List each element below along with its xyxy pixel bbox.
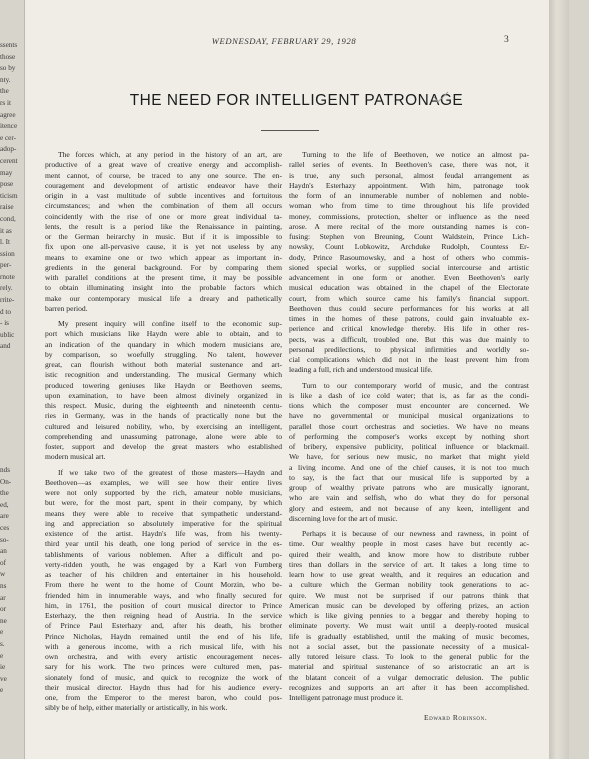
text-line: or the German heirarchy in music. But if it is impossible to bbox=[45, 232, 282, 241]
magazine-page bbox=[24, 0, 569, 759]
text-line: is like a dash of ice cold water; that is, as far as the condi- bbox=[289, 390, 529, 400]
text-line: a living income. And one of the chief causes, it is not too much bbox=[289, 462, 529, 472]
text-line: sary for his work. The two princes were cultured men, pas- bbox=[45, 662, 282, 672]
text-line: of bribery, expensive publicity, political influence or blackmail. bbox=[289, 442, 529, 451]
text-line: with parallel conditions at the present time, it may be possible bbox=[45, 273, 282, 282]
text-line: rallel series of events. In Beethoven's case, there was not, it bbox=[289, 160, 529, 170]
text-line: arose. A mere recital of the more outstanding names is con- bbox=[289, 221, 529, 231]
text-line: by comparison, so woefully struggling. No talent, however bbox=[45, 349, 282, 359]
text-line: comprehending and unassuming patronage, alone were able to bbox=[45, 431, 282, 441]
text-line: recognizes and supports an art after it has been accomplished. bbox=[289, 682, 529, 692]
text-line: learn how to use great wealth, and it requires an education and bbox=[289, 570, 529, 579]
bleed-fragment: may bbox=[0, 168, 13, 177]
text-line: tires than dollars in the service of art. It takes a long time to bbox=[289, 559, 529, 569]
text-line: group of wealthy private patrons who are musically ignorant, bbox=[289, 483, 529, 492]
bleed-fragment: ssion bbox=[0, 249, 15, 258]
text-line: woman who from time to time throughout his life provided bbox=[289, 201, 529, 211]
page-number: 3 bbox=[504, 35, 509, 45]
text-line: The forces which, at any period in the history of an art, are bbox=[58, 150, 282, 159]
pencil-check-mark-icon bbox=[432, 90, 450, 106]
text-line: means they were able to receive that sympathetic understand- bbox=[45, 508, 282, 518]
text-line: to obtain illuminating insight into the probable factors which bbox=[45, 283, 282, 293]
bleed-fragment: and bbox=[0, 342, 11, 351]
bleed-fragment: rely. bbox=[0, 284, 13, 293]
bleed-fragment: ces bbox=[0, 523, 10, 532]
text-line: personal predilections, to physical infirmities and worldly so- bbox=[289, 344, 529, 354]
text-line: barren period. bbox=[45, 303, 88, 313]
bleed-fragment: ticism bbox=[0, 191, 18, 200]
text-line: circumstances; and when the combination of them all occurs bbox=[45, 201, 282, 211]
bleed-fragment: ed, bbox=[0, 500, 9, 509]
text-line: parallel those court orchestras and societies. We have no means bbox=[289, 421, 529, 431]
bleed-fragment: e cer- bbox=[0, 133, 17, 142]
bleed-fragment: e bbox=[0, 628, 4, 637]
bleed-fragment: cond, bbox=[0, 214, 16, 223]
text-line: time. Our wealthy people in most cases have but recently ac- bbox=[289, 539, 529, 549]
running-header bbox=[24, 36, 569, 52]
article-column-left bbox=[45, 150, 282, 714]
text-line: produced towering geniuses like Haydn or Beethoven seems, bbox=[45, 380, 282, 390]
text-line: sioned special works, or supplied social intercourse and artistic bbox=[289, 262, 529, 272]
text-line: court, from which source came his family's financial support. bbox=[289, 293, 529, 303]
bleed-fragment: cerent bbox=[0, 156, 18, 165]
author-signature: Edward Robinson. bbox=[424, 713, 488, 722]
text-line: eliminate poverty. We must wait until a deeply-rooted musical bbox=[289, 621, 529, 631]
bleed-fragment: rnote bbox=[0, 272, 15, 281]
text-line: Beethoven thus could secure performances for his works at all bbox=[289, 303, 529, 313]
page-edge-shadow bbox=[549, 0, 569, 759]
text-line: the form of an innumerable number of noblemen and noble- bbox=[289, 191, 529, 200]
text-line: From there he went to the home of Count Morzin, who be- bbox=[45, 580, 282, 590]
text-line: an indication of the quandary in which modern musicians are, bbox=[45, 339, 282, 349]
adjacent-page-bleed-lower bbox=[0, 465, 24, 725]
text-line: third year until his death, one long period of service in the es- bbox=[45, 539, 282, 549]
bleed-fragment: On- bbox=[0, 477, 12, 486]
issue-date: WEDNESDAY, FEBRUARY 29, 1928 bbox=[211, 36, 357, 46]
text-line: discerning love for the art of music. bbox=[289, 513, 398, 523]
text-line: tablishments of various noblemen. After a difficult and po- bbox=[45, 549, 282, 559]
bleed-fragment: d to bbox=[0, 307, 11, 316]
bleed-fragment: an bbox=[0, 547, 7, 556]
article-title: THE NEED FOR INTELLIGENT PATRONAGE bbox=[129, 92, 464, 109]
text-line: port which musicians like Haydn were able to obtain, and to bbox=[45, 329, 282, 339]
text-line: tions which the composer must encounter are concerned. We bbox=[289, 401, 529, 410]
text-line: quire. We must not be surprised if our patrons think that bbox=[289, 590, 529, 600]
text-line: gredients in the general background. For by comparing them bbox=[45, 262, 282, 272]
text-line: nowsky, Count Lobkowitz, Archduke Rudolph, Countess Er- bbox=[289, 242, 529, 252]
text-line: lents, the result is a period like the Renaissance in painting, bbox=[45, 221, 282, 231]
text-line: My present inquiry will confine itself to the economic sup- bbox=[58, 319, 282, 328]
text-line: Intelligent patronage must produce it. bbox=[289, 693, 404, 702]
text-line: sionately fond of music, and quick to recognize the work of bbox=[45, 672, 282, 682]
text-line: ally tutored leisure class. To look to the general public for the bbox=[289, 652, 529, 661]
text-line: is true, any such personal, almost feudal arrangement as bbox=[289, 170, 529, 180]
text-line: him, in 1761, the position of court musical director to Prince bbox=[45, 600, 282, 610]
bleed-fragment: or bbox=[0, 605, 6, 614]
text-line: of performing the composer's works except by nothing short bbox=[289, 431, 529, 441]
text-line: this respect. Music, during the eighteenth and nineteenth centu- bbox=[45, 401, 282, 410]
bleed-fragment: adop- bbox=[0, 145, 17, 154]
text-line: material and spiritual sustenance of so aristocratic an art is bbox=[289, 662, 529, 672]
text-line: a culture which the German nobility took generations to ac- bbox=[289, 580, 529, 590]
bleed-fragment: ublic bbox=[0, 330, 15, 339]
bleed-fragment: nty. bbox=[0, 75, 11, 84]
text-line: one, from the Emperor to the merest baron, who could pos- bbox=[45, 693, 282, 702]
text-line: were not only supported by the rich, amateur noble musicians, bbox=[45, 488, 282, 497]
text-line: foster, support and develop the great masters who established bbox=[45, 442, 282, 451]
text-line: origin in a vast multitude of subtle incentives and fortuitous bbox=[45, 191, 282, 200]
text-line: Beethoven—as examples, we will see how their entire lives bbox=[45, 477, 282, 487]
text-line: own orchestra, and with every artistic encouragement neces- bbox=[45, 652, 282, 661]
bleed-fragment: itence bbox=[0, 122, 18, 131]
text-line: If we take two of the greatest of those masters—Haydn and bbox=[58, 467, 282, 477]
bleed-fragment: so- bbox=[0, 535, 9, 544]
text-line: make our contemporary musical life a dreary and pathetically bbox=[45, 293, 282, 303]
bleed-fragment: per- bbox=[0, 261, 12, 270]
text-line: which is like giving pennies to a beggar and thereby hoping to bbox=[289, 611, 529, 620]
bleed-fragment: rs it bbox=[0, 98, 11, 107]
text-line: Turning to the life of Beethoven, we notice an almost pa- bbox=[302, 150, 529, 159]
bleed-fragment: it as bbox=[0, 226, 12, 235]
text-line: pects, was a difficult, troubled one. But this was due mainly to bbox=[289, 334, 529, 344]
bleed-fragment: the bbox=[0, 489, 9, 498]
text-line: sibly be of help, either materially or artistically, in his work. bbox=[45, 703, 228, 713]
text-line: means to examine one or two which appear as important in- bbox=[45, 252, 282, 262]
bleed-fragment: rrite- bbox=[0, 296, 15, 305]
text-line: with a generous income, with a rich musical life, with his bbox=[45, 641, 282, 651]
text-line: cultured and leisured nobility, who, by exercising an intelligent, bbox=[45, 421, 282, 431]
bleed-fragment: ve bbox=[0, 674, 7, 683]
bleed-fragment: ns bbox=[0, 581, 7, 590]
adjacent-page-bleed-upper bbox=[0, 40, 24, 460]
text-line: quired their wealth, and know more how to distribute rubber bbox=[289, 549, 529, 559]
text-line: modern musical art. bbox=[45, 452, 106, 462]
bleed-fragment: ne bbox=[0, 616, 7, 625]
bleed-fragment: ar bbox=[0, 593, 6, 602]
text-line: life is gradually established, until the making of music becomes, bbox=[289, 631, 529, 641]
text-line: as teacher of his children and entertainer in his household. bbox=[45, 570, 282, 579]
text-line: fix upon one all-pervasive cause, it is yet not useless by any bbox=[45, 242, 282, 252]
text-line: but were, for the most part, spent in their company, by which bbox=[45, 498, 282, 508]
text-line: not a social asset, but the passionate necessity of a musical- bbox=[289, 641, 529, 651]
bleed-fragment: l. It bbox=[0, 238, 10, 247]
text-line: musical education was obtained in the chapel of the Electorate bbox=[289, 283, 529, 293]
bleed-fragment: e bbox=[0, 686, 4, 695]
text-line: glory and esteem, and not because of any keen, intelligent and bbox=[289, 503, 529, 513]
text-line: istic recognition and understanding. The musical Germany which bbox=[45, 370, 282, 380]
text-line: advancement in one form or another. Even Beethoven's early bbox=[289, 273, 529, 282]
text-line: leading a full, rich and understood musical life. bbox=[289, 365, 433, 375]
bleed-fragment: agree bbox=[0, 110, 16, 119]
text-line: ries in Germany, was in the hands of practically none but the bbox=[45, 411, 282, 421]
bleed-fragment: raise bbox=[0, 203, 14, 212]
bleed-fragment: of bbox=[0, 558, 6, 567]
text-line: productive of a great wave of creative energy and accomplish- bbox=[45, 160, 282, 170]
text-line: perience and critical knowledge thereby. His life in other res- bbox=[289, 324, 529, 334]
bleed-fragment: pose bbox=[0, 180, 14, 189]
text-line: their musical director. Haydn thus had for his audience every- bbox=[45, 682, 282, 692]
text-line: Perhaps it is because of our newness and rawness, in point of bbox=[302, 529, 529, 538]
text-line: verty-ridden youth, he was engaged by a Karl von Furnberg bbox=[45, 559, 282, 569]
text-line: have no governmental or municipal musical organizations to bbox=[289, 411, 529, 421]
text-line: money, commissions, protection, shelter or influence as the need bbox=[289, 211, 529, 221]
text-line: times in the homes of these patrons, could gain invaluable ex- bbox=[289, 314, 529, 323]
bleed-fragment: the bbox=[0, 87, 9, 96]
bleed-fragment: so by bbox=[0, 64, 16, 73]
text-line: who are vain and selfish, who do what they do for personal bbox=[289, 493, 529, 503]
text-line: friended him in innumerable ways, and who finally secured for bbox=[45, 590, 282, 600]
text-line: cial complications which did not in the least prevent him from bbox=[289, 355, 529, 364]
bleed-fragment: those bbox=[0, 52, 16, 61]
text-line: couragement and development of artistic endeavor have their bbox=[45, 180, 282, 190]
bleed-fragment: ie bbox=[0, 663, 6, 672]
title-divider bbox=[261, 130, 319, 131]
text-line: We have, for serious new music, no market that might yield bbox=[289, 452, 529, 462]
text-line: of Prince Paul Esterhazy and, after his death, his brother bbox=[45, 621, 282, 631]
bleed-fragment: s. bbox=[0, 639, 5, 648]
bleed-fragment: are bbox=[0, 512, 9, 521]
text-line: to say, is the fact that our musical life is supported by a bbox=[289, 472, 529, 482]
text-line: the blatant conceit of a vulgar democratic delusion. The public bbox=[289, 672, 529, 682]
text-line: fusing: Stephen von Breuning, Count Waldstein, Prince Lich- bbox=[289, 232, 529, 241]
article-column-right bbox=[289, 150, 529, 703]
text-line: coincidently with the rise of one or more great individual ta- bbox=[45, 211, 282, 221]
text-line: ment cannot, of course, be traced to any one source. The en- bbox=[45, 170, 282, 180]
bleed-fragment: e bbox=[0, 651, 4, 660]
text-line: great, can flourish without both material sustenance and art- bbox=[45, 360, 282, 369]
bleed-fragment: ssents bbox=[0, 41, 18, 49]
text-line: Esterhazy, the then reigning head of Austria. In the service bbox=[45, 611, 282, 620]
text-line: existence of the artist. Haydn's life was, from his twenty- bbox=[45, 529, 282, 538]
bleed-fragment: nds bbox=[0, 466, 10, 474]
bleed-fragment: w bbox=[0, 570, 6, 579]
text-line: dody, Prince Rasoumowsky, and a host of others who commis- bbox=[289, 252, 529, 262]
bleed-fragment: - is bbox=[0, 319, 9, 328]
text-line: ing and appreciation so absolutely imperative for the spiritual bbox=[45, 518, 282, 528]
text-line: Turn to our contemporary world of music, and the contrast bbox=[302, 380, 529, 390]
text-line: upon examination, to have been almost divinely organized in bbox=[45, 390, 282, 400]
text-line: Haydn's Esterhazy appointment. With him, patronage took bbox=[289, 180, 529, 190]
text-line: American music can be developed by offering prizes, an action bbox=[289, 600, 529, 610]
text-line: Prince Nicholas, Haydn remained until the end of his life, bbox=[45, 631, 282, 641]
